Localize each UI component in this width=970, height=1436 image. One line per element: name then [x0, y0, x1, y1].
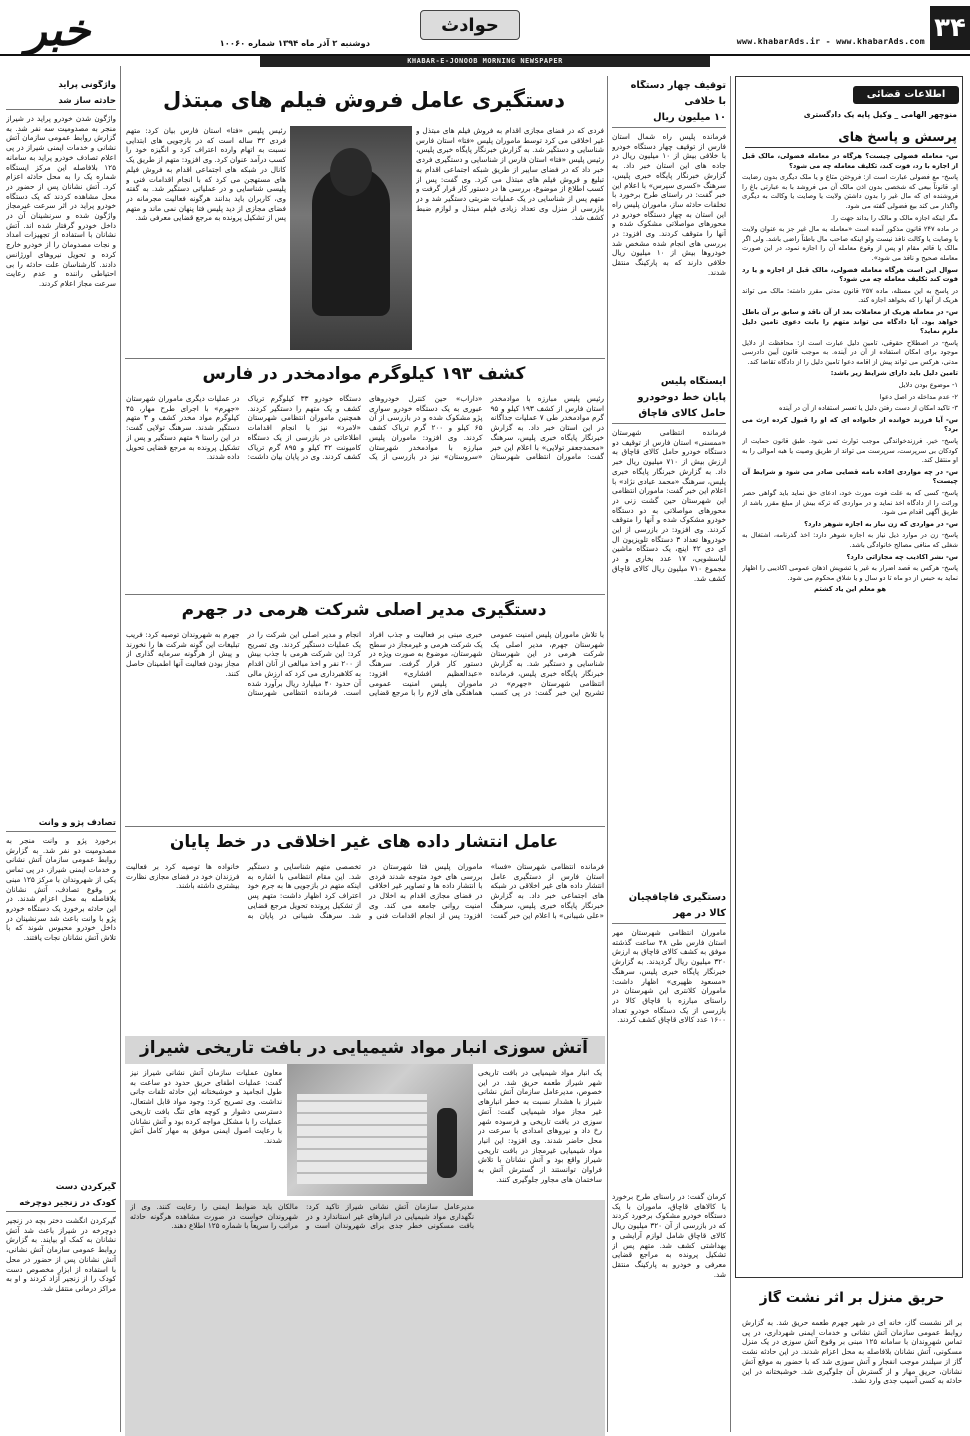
side-text: فرمانده انتظامی شهرستان «ممسنی» استان فارس از توقیف دو دستگاه خودرو حامل کالای قاچاق به ارزش بیش از ۷۱۰ میلیون ریال خبر داد. به گزارش خبرنگار پایگاه خبری پلیس، سرهنگ «محمد عبادی نژاد» با اعلام این خبر گفت: ماموران انتظامی این شهرستان حین گشت زنی در محورهای مواصلاتی به دو دستگاه خودرو مشکوک شده و آنها را متوقف کردند. وی افزود: در بازرسی از این خودروها تعداد ۳ دستگاه تلویزیون ال ای دی ۴۲ اینچ، یک دستگاه ماشین لباسشویی، ۱۷ عدد بخاری و در مجموع ۷۱۰ میلیون ریال کالای قاچاق کشف شد. — [612, 428, 726, 583]
legal-paragraph: پاسخ- کسی که به علت فوت مورث خود، ادعای حق نماید باید گواهی حصر وراثت را از دادگاه اخذ نماید و در مواردی که ترکه بیش از مبلغ مقرر باشد از طریق آگهی اقدام می شود. — [742, 489, 958, 517]
side-headline: با خلافی — [684, 96, 726, 107]
legal-body — [742, 152, 958, 1272]
date-line: دوشنبه ۲ آذر ماه ۱۳۹۴ شماره ۱۰۰۶۰ — [219, 38, 370, 48]
legal-paragraph: پاسخ- در اصطلاح حقوقی، تامین دلیل عبارت است از: محافظت از دلایل موجود برای امکان استفاده از آن در آینده. به موجب قانون آیین دادرسی مدنی، هرکس می تواند پیش از اقامه دعوا تامین دلیل را از دادگاه تقاضا کند. — [742, 338, 958, 366]
legal-paragraph: مگر اینکه اجازه مالک و مالک را بداند جهت را. — [830, 213, 958, 222]
legal-paragraph: ۳- تاکید امکان از دست رفتن دلیل یا تعسر استفاده از آن در آینده — [778, 404, 958, 413]
crime-text: فردی که در فضای مجازی اقدام به فروش فیلم های مبتذل و غیر اخلاقی می کرد توسط ماموران پلیس «فتا» استان فارس شناسایی و دستگیر شد. به گزارش خبرنگار پایگاه خبری پلیس، رئیس پلیس «فتا» استان فارس از شناسایی و دستگیری فردی خبر داد که در فضای سایبر از طریق شبکه اجتماعی اقدام به تبلیغ و فروش فیلم های مبتذل می کرد. وی گفت: پس از کسب اطلاع از موضوع، بررسی ها در دستور کار قرار گرفت و متهم پس از شناسایی در یک عملیات ضربتی دستگیر شد و در بازرسی از منزل وی تعداد زیادی فیلم مبتذل و لوازم ضبط کشف شد. — [416, 126, 604, 223]
suspect-head-image — [330, 148, 372, 196]
side-headline: ۱۰ میلیون ریال — [612, 112, 726, 128]
drugs-text: رئیس پلیس مبارزه با موادمخدر استان فارس از کشف ۱۹۳ کیلو و ۹۵ گرم موادمخدر طی ۷ عملیات جداگانه در این استان خبر داد. به گزارش خبرنگار پایگاه خبری پلیس، سرهنگ «محمدجعفر تولایی» با اعلام این خبر گفت: ماموران انتظامی شهرستان «داراب» حین کنترل خودروهای عبوری به یک دستگاه خودرو سواری پژو مشکوک شده و در بازرسی از آن ۶۵ کیلو و ۲۰۰ گرم تریاک کشف کردند. وی افزود: ماموران پلیس مبارزه با موادمخدر شهرستان «سروستان» نیز در بازرسی از یک دستگاه خودرو ۳۳ کیلوگرم تریاک کشف و یک متهم را دستگیر کردند. همچنین ماموران انتظامی شهرستان «لامرد» نیز با انجام اقدامات اطلاعاتی در بازرسی از یک دستگاه کامیونت ۴۲ کیلو و ۸۹۵ گرم تریاک کشف کردند. وی در پایان بیان داشت: در عملیات دیگری ماموران شهرستان «جهرم» با اجرای طرح مهار، ۴۵ کیلوگرم مواد مخدر کشف و ۳ متهم دستگیر شدند. سرهنگ تولایی گفت: در این راستا ۹ متهم دستگیر و پس از تشکیل پرونده به مرجع قضایی تحویل داده شدند. — [126, 394, 604, 462]
column-rule — [730, 76, 731, 1432]
legal-title: پرسش و پاسخ های — [745, 126, 957, 148]
side-text: فرمانده پلیس راه شمال استان فارس از توقیف چهار دستگاه خودرو با خلافی بیش از ۱۰ میلیون ریال در جاده های این استان خبر داد. به گزارش خبرنگار پایگاه خبری پلیس، سرهنگ «کسری سپرس» با اعلام این خبر گفت: در راستای طرح برخورد با تخلفات حادثه ساز، ماموران پلیس راه این استان به چهار دستگاه خودرو در محورهای مواصلاتی مشکوک شده و آنها را متوقف کردند. وی افزود: در بررسی های انجام شده مشخص شد خودروها بیش از ۱۰ میلیون ریال خلافی دارند که به پارکینگ منتقل شدند. — [612, 132, 726, 277]
crime-headline: دستگیری عامل فروش فیلم های مبتذل — [162, 88, 566, 112]
section-title: حوادث — [420, 10, 520, 40]
suspect-photo — [290, 126, 412, 350]
side-text: ماموران انتظامی شهرستان مهر استان فارس طی ۴۸ ساعت گذشته موفق به کشف کالای قاچاق به ارزش ۳۲۰ میلیون ریال گردیدند. به گزارش خبرنگار پایگاه خبری پلیس، سرهنگ «مسعود ظهیری» اظهار داشت: ماموران کلانتری این شهرستان در راستای مبارزه با قاچاق کالا در بازرسی از یک دستگاه خودرو تعداد ۱۶۰۰ عدد کالای قاچاق کشف کردند. — [612, 928, 726, 1025]
side-headline: ایستگاه پلیس — [660, 376, 726, 387]
legal-paragraph: پاسخ- خیر. فرزندخواندگی موجب توارث نمی شود. طبق قانون حمایت از کودکان بی سرپرست، سرپرست می تواند از طریق وصیت یا هبه اموالی را به او منتقل کند. — [742, 437, 958, 465]
legal-paragraph: در ماده ۲۴۷ قانون مذکور آمده است «معامله به مال غیر جز به عنوان ولایت یا وصایت یا وکالت نافذ نیست ولو اینکه صاحب مال باطناً راضی باشد. ولی اگر مالک یا قائم مقام او پس از وقوع معامله آن را اجازه نمود، در این صورت معامله صحیح و نافذ می شود». — [742, 225, 958, 262]
fire-photo — [287, 1064, 473, 1196]
fire-text: معاون عملیات سازمان آتش نشانی شیراز نیز گفت: عملیات اطفای حریق حدود دو ساعت به طول انجامید و خوشبختانه این حادثه تلفات جانی نداشت. وی تصریح کرد: وجود مواد قابل اشتعال، دسترسی دشوار و کوچه های تنگ بافت تاریخی عملیات را با مشکل مواجه کرده بود و آتش نشانان با رعایت اصول ایمنی موفق به مهار کامل آتش شدند. — [130, 1068, 282, 1145]
crime-text: رئیس پلیس «فتا» استان فارس بیان کرد: متهم فردی ۳۲ ساله است که در بازجویی های ابتدایی نسبت به اتهام وارده اعتراف کرد و انگیزه خود را کسب درآمد عنوان کرد. وی افزود: متهم از طریق یک کانال در شبکه های اجتماعی اقدام به فروش فیلم های مستهجن می کرد که با انجام اقدامات فنی و پلیسی شناسایی و در عملیاتی دستگیر شد. به گفته وی، کاربران باید بدانند هرگونه فعالیت مجرمانه در فضای مجازی از دید پلیس فتا پنهان نمی ماند و متهم پس از تشکیل پرونده به مرجع قضایی معرفی شد. — [126, 126, 286, 223]
fire-text: یک انبار مواد شیمیایی در بافت تاریخی شهر شیراز طعمه حریق شد. در این خصوص، مدیرعامل سازمان آتش نشانی شیراز با هشدار نسبت به خطر انبارهای غیر مجاز مواد شیمیایی گفت: آتش سوزی در بافت تاریخی و فرسوده شهر رخ داد و نیروهای امدادی با سرعت در محل حاضر شدند. وی افزود: این انبار مواد شیمیایی غیرمجاز در بافت تاریخی شیراز واقع بود و آتش نشانان با تلاش فراوان توانستند از گسترش آتش به ساختمان های مجاور جلوگیری کنند. — [478, 1068, 602, 1184]
section-rule — [125, 358, 605, 359]
legal-paragraph: ۲- عدم مداخله در اصل دعوا — [879, 392, 958, 401]
legal-paragraph: پاسخ- زن در موارد ذیل نیاز به اجازه شوهر دارد: اخذ گذرنامه، اشتغال به شغلی که منافی مصالح خانوادگی باشد. — [742, 531, 958, 549]
left-headline: گیرکردن دست — [55, 1182, 116, 1192]
legal-paragraph: س- آیا فرزند خوانده از خانواده ای که او را قبول کرده ارث می برد؟ — [742, 415, 958, 434]
column-rule — [607, 76, 608, 1432]
legal-paragraph: سوال این است هرگاه معامله فضولی، مالک قبل از اجازه و یا رد فوت کند تکلیف معامله چه می شود؟ — [742, 265, 958, 284]
legal-paragraph: س- نشر اکاذیب چه مجازاتی دارد؟ — [846, 552, 958, 561]
legal-paragraph: س- در معامله هریک از معاملات بعد از آن ناقد و سابق بر آن باطل خواهد بود. آیا دادگاه می تواند متهم را بابت دعوی تامین دلیل ملزم نماید؟ — [742, 307, 958, 336]
side-headline: حامل کالای قاچاق — [612, 408, 726, 424]
legal-paragraph: پاسخ- مع فضولی عبارت است از: فروختن متاع و یا ملک دیگری بدون رضایت او. قانوناً بیعی که شخصی بدون اذن مالک آن می فروشد با به عبارتی باغ را فروشنده ای که مال غیر را بدون داشتن ولایت یا وصایت یا وکالت به دیگری واگذار می کند بیع فضولی گفته می شود. — [742, 173, 958, 210]
fire-text: مدیرعامل سازمان آتش نشانی شیراز تاکید کرد: نگهداری مواد شیمیایی در انبارهای غیر استاندارد و در بافت مسکونی خطر جدی برای شهروندان است و مالکان باید ضوابط ایمنی را رعایت کنند. وی از شهروندان خواست در صورت مشاهده هرگونه حادثه مراتب را سریعاً با شماره ۱۲۵ اطلاع دهند. — [130, 1202, 474, 1231]
legal-paragraph: س- معامله فضولی چیست؟ هرگاه در معامله فضولی، مالک قبل از اجازه با رد، فوت کند، تکلیف معامله چه می شود؟ — [742, 152, 958, 170]
left-headline: تصادف پژو و وانت — [6, 818, 116, 832]
legal-paragraph: در پاسخ به این مسئله، ماده ۲۵۷ قانون مدنی مقرر داشته: مالک می تواند هریک از آنها را که بخواهد اجازه کند. — [742, 286, 958, 305]
masthead: KHABAR-E-JONOOB MORNING NEWSPAPER — [260, 56, 710, 67]
page-number: ۳۴ — [930, 6, 970, 50]
firefighter-image — [437, 1108, 457, 1178]
legal-band: اطلاعات قضائی — [853, 86, 959, 104]
house-fire-headline: حریق منزل بر اثر نشت گاز — [759, 1290, 945, 1306]
side-headline: دستگیری قاچاقچیان — [628, 892, 726, 903]
immoral-headline: عامل انتشار داده های غیر اخلاقی در خط پایان — [169, 832, 559, 852]
legal-paragraph: پاسخ- هرکس به قصد اضرار به غیر یا تشویش اذهان عمومی اکاذیبی را اظهار نماید به حبس از دو ماه تا دو سال و یا شلاق محکوم می شود. — [742, 564, 958, 582]
house-fire-text: بر اثر نشست گاز، خانه ای در شهر جهرم طعمه حریق شد. به گزارش روابط عمومی سازمان آتش نشانی و خدمات ایمنی شهرداری، در پی تماس شهروندان با سامانه ۱۲۵ مبنی بر وقوع آتش سوزی در یک منزل مسکونی، آتش نشانان بلافاصله به محل اعزام شدند. در این حادثه نشت گاز از سیلندر موجب انفجار و آتش سوزی شد که با حضور به موقع آتش نشانان، حریق مهار و از گسترش آن جلوگیری شد. خوشبختانه در این حادثه به کسی آسیب جدی وارد نشد. — [742, 1318, 962, 1386]
fire-headline: آتش سوزی انبار مواد شیمیایی در بافت تاریخی شیراز — [140, 1038, 588, 1058]
legal-author: منوچهر الهامی _ وکیل پایه یک دادگستری — [803, 110, 957, 119]
pyramid-text: با تلاش ماموران پلیس امنیت عمومی شهرستان جهرم، مدیر اصلی یک شرکت هرمی در این شهرستان شناسایی و دستگیر شد. به گزارش خبرنگار پایگاه خبری پلیس، فرمانده انتظامی شهرستان «جهرم» در تشریح این خبر گفت: در پی کسب خبری مبنی بر فعالیت و جذب افراد یک شرکت هرمی و غیرمجاز در سطح شهرستان، موضوع به صورت ویژه در دستور کار قرار گرفت. سرهنگ «عبدالعظیم افشاری» افزود: ماموران پلیس امنیت عمومی هماهنگی های لازم را با مرجع قضایی انجام و مدیر اصلی این شرکت را در یک عملیات دستگیر کردند. وی تصریح کرد: این شرکت هرمی با جذب بیش از ۲۰۰ نفر و اخذ مبالغی از آنان اقدام به کلاهبرداری می کرد که ارزش مالی آن حدود ۴۰ میلیارد ریال برآورد شده است. فرمانده انتظامی شهرستان جهرم به شهروندان توصیه کرد: فریب تبلیغات این گونه شرکت ها را نخورند و پیش از هرگونه سرمایه گذاری از مجاز بودن فعالیت آنها اطمینان حاصل کنند. — [126, 630, 604, 698]
side-headline: کالا در مهر — [612, 908, 726, 924]
legal-paragraph: س- در مواردی که زن نیاز به اجازه شوهر دارد؟ — [804, 519, 958, 528]
left-headline: کودک در زنجیر دوچرخه — [6, 1198, 116, 1212]
section-rule — [125, 594, 605, 595]
legal-paragraph: س- در چه مواردی افاده نامه قضایی صادر می شود و شرایط آن چیست؟ — [742, 467, 958, 486]
legal-paragraph: تامین دلیل باید دارای شرایط زیر باشد: — [830, 369, 958, 378]
legal-paragraph: هو معلم این یاد کشتم — [814, 585, 886, 594]
left-text: برخورد پژو و وانت منجر به مصدومیت دو نفر شد. به گزارش روابط عمومی سازمان آتش نشانی و خدمات ایمنی شیراز، در پی تماس یکی از شهروندان با مرکز ۱۲۵ مبنی بر وقوع تصادف، آتش نشانان بلافاصله به محل اعزام شدند. در این حادثه برخورد یک دستگاه خودرو پژو با وانت باعث شد سرنشینان در داخل خودرو محبوس شوند که با تلاش آتش نشانان نجات یافتند. — [6, 836, 116, 943]
immoral-text: فرمانده انتظامی شهرستان «فسا» استان فارس از دستگیری عامل انتشار داده های غیر اخلاقی در شبکه های اجتماعی خبر داد. به گزارش خبرنگار پایگاه خبری پلیس، سرهنگ «علی شیبانی» با اعلام این خبر گفت: ماموران پلیس فتا شهرستان در بررسی های خود متوجه شدند فردی با انتشار داده ها و تصاویر غیر اخلاقی در فضای مجازی اقدام به اخلال در امنیت روانی جامعه می کند. وی افزود: پس از انجام اقدامات فنی و تخصصی متهم شناسایی و دستگیر شد. این مقام انتظامی با اشاره به اینکه متهم در بازجویی ها به جرم خود اعتراف کرد اظهار داشت: متهم پس از تشکیل پرونده تحویل مرجع قضایی شد. سرهنگ شیبانی در پایان به خانواده ها توصیه کرد بر فعالیت فرزندان خود در فضای مجازی نظارت بیشتری داشته باشند. — [126, 862, 604, 920]
side-headline: توقیف چهار دستگاه — [630, 80, 726, 91]
left-text: واژگون شدن خودرو پراید در شیراز منجر به مصدومیت سه نفر شد. به گزارش روابط عمومی سازمان آتش نشانی و خدمات ایمنی شیراز در پی اعلام تصادف خودرو پراید به سامانه ۱۲۵ بلافاصله این مرکز ایستگاه شماره یک را به محل حادثه اعزام کرد. آتش نشانان پس از حضور در محل مشاهده کردند که یک دستگاه خودرو پراید در اثر سرعت غیرمجاز واژگون شده و سرنشینان آن در داخل خودرو گرفتار شده اند. آتش نشانان با استفاده از تجهیزات امداد و نجات مصدومان را از خودرو خارج کرده و تحویل نیروهای اورژانس دادند. کارشناسان علت حادثه را بی احتیاطی راننده و عدم رعایت سرعت مجاز اعلام کردند. — [6, 114, 116, 288]
site-url[interactable]: www.khabarAds.ir - www.khabarAds.com — [736, 36, 925, 46]
chemical-sacks-image — [297, 1094, 427, 1184]
left-text: گیرکردن انگشت دختر بچه در زنجیر دوچرخه در شیراز باعث شد آتش نشانان به کمک او بیایند. به گزارش روابط عمومی سازمان آتش نشانی، آتش نشانان پس از حضور در محل با استفاده از ابزار مخصوص دست کودک را از زنجیر آزاد کردند و او به مراکز درمانی منتقل شد. — [6, 1216, 116, 1293]
drugs-headline: کشف ۱۹۳ کیلوگرم موادمخدر در فارس — [202, 364, 526, 384]
legal-paragraph: ۱- موضوع بودن دلایل — [898, 381, 958, 390]
pyramid-headline: دستگیری مدیر اصلی شرکت هرمی در جهرم — [181, 600, 547, 620]
side-text: کرمان گفت: در راستای طرح برخورد با کالاهای قاچاق، ماموران با یک دستگاه خودرو مشکوک برخورد کردند که در بازرسی از آن ۳۲۰ میلیون ریال کالای قاچاق شامل لوازم آرایشی و بهداشتی کشف شد. متهم پس از تشکیل پرونده به مراجع قضایی معرفی و خودرو به پارکینگ منتقل شد. — [612, 1192, 726, 1279]
newspaper-logo: خبر — [25, 6, 91, 56]
side-headline: پایان خط دوخودرو — [637, 392, 726, 403]
left-headline: حادثه ساز شد — [6, 96, 116, 110]
column-rule — [120, 66, 121, 1432]
left-headline: واژگونی پراید — [58, 80, 116, 90]
section-rule — [125, 826, 605, 827]
